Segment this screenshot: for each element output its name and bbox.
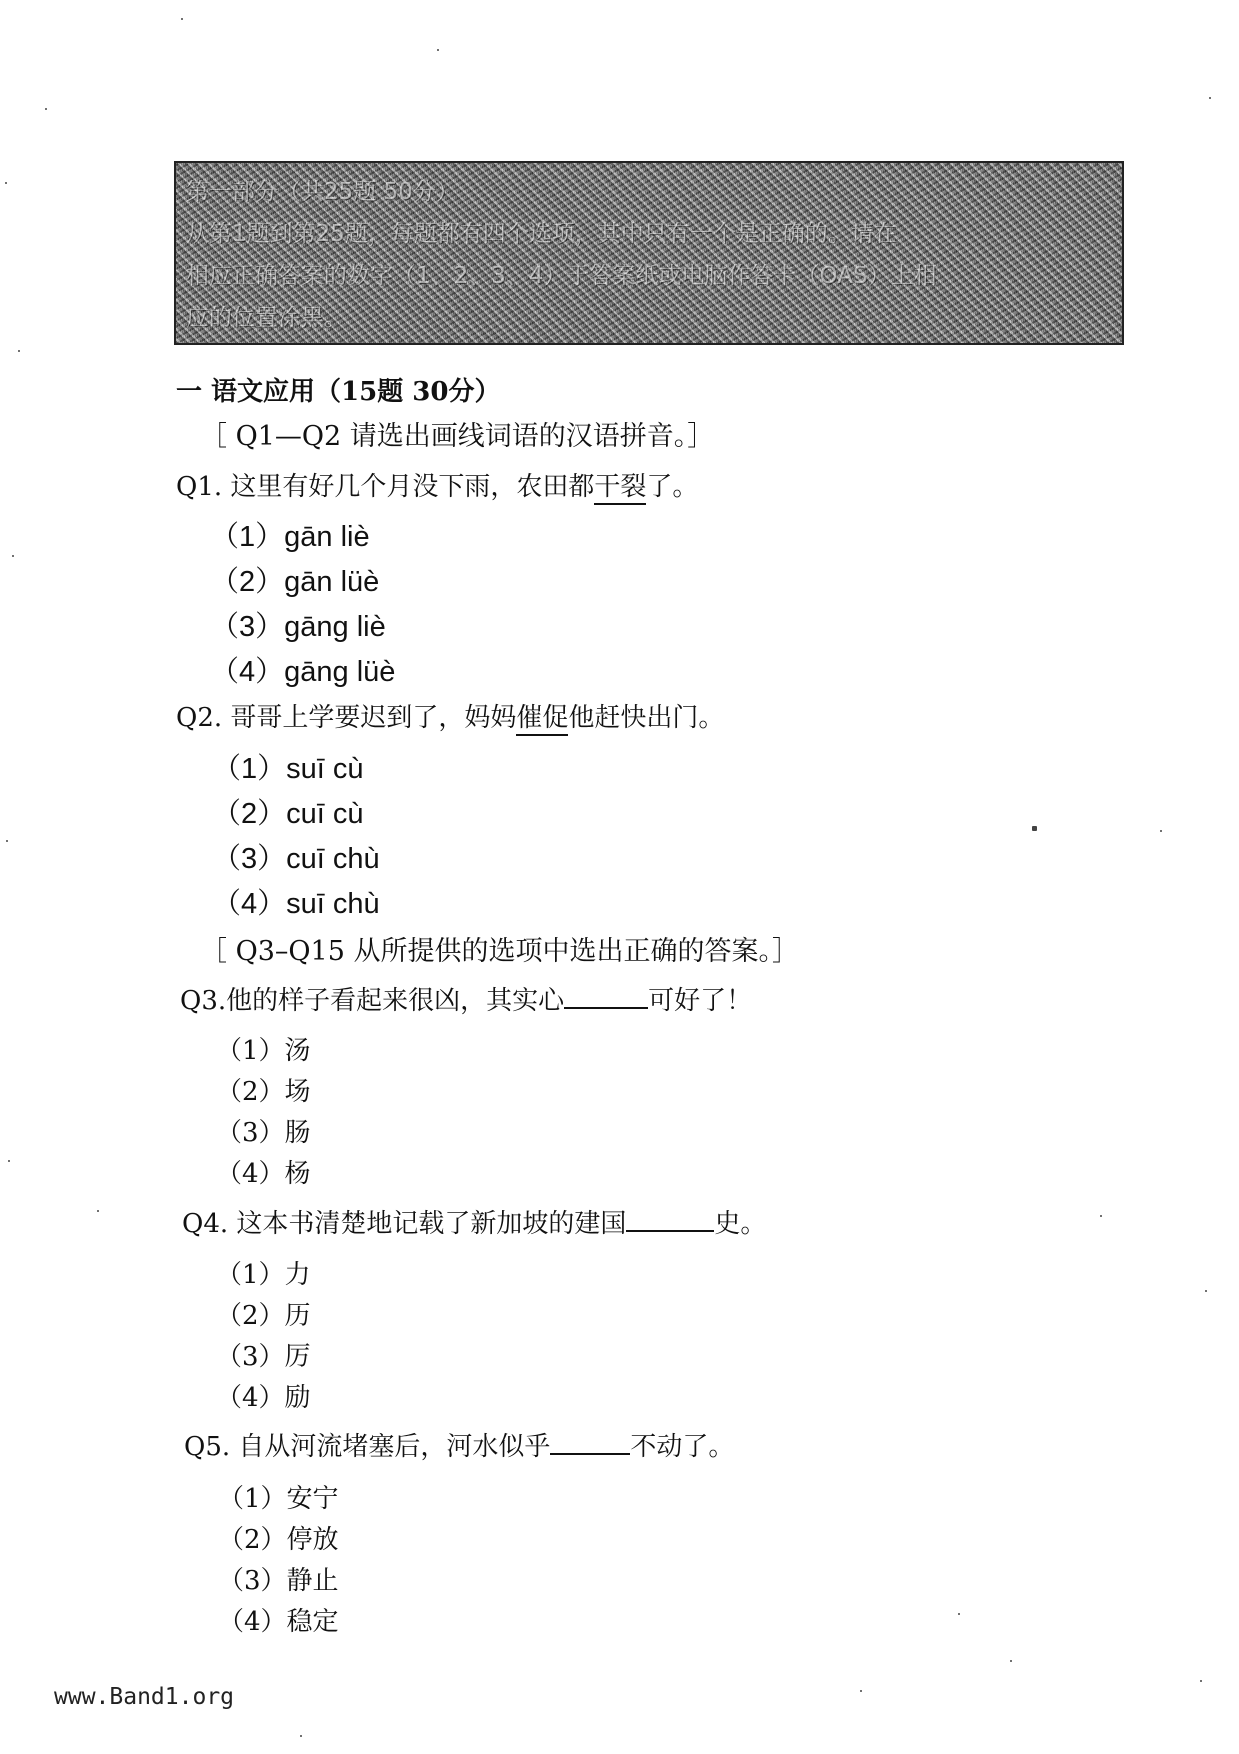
option-q3-3[interactable]: （3）肠 [216,1118,311,1148]
option-q5-4[interactable]: （4）稳定 [218,1607,339,1637]
option-q1-3[interactable]: （3）gāng liè [210,611,386,643]
question-q5 [184,1426,734,1463]
instructions-banner [174,161,1124,345]
option-q1-2[interactable]: （2）gān lüè [210,566,380,598]
option-q4-2[interactable]: （2）历 [216,1301,311,1331]
banner-line: 从第1题到第25题，每题都有四个选项，其中只有一个是正确的。请在 [186,221,897,247]
option-q1-1[interactable]: （1）gān liè [210,521,370,553]
instruction-q1-q2: ［ Q1—Q2 请选出画线词语的汉语拼音。］ [200,421,715,452]
option-q5-3[interactable]: （3）静止 [218,1566,339,1596]
underlined-word: 催促 [516,703,568,736]
option-q3-2[interactable]: （2）场 [216,1077,311,1107]
answer-blank [550,1431,630,1455]
answer-blank [626,1208,714,1232]
question-text: 不动了。 [630,1432,735,1462]
question-text: 史。 [714,1209,767,1239]
question-q2 [176,697,724,734]
option-q4-4[interactable]: （4）励 [216,1383,311,1413]
option-q2-1[interactable]: （1）suī cù [212,753,364,785]
answer-blank [564,985,648,1009]
question-text: Q2. 哥哥上学要迟到了，妈妈 [176,703,517,733]
option-q2-3[interactable]: （3）cuī chù [212,843,380,875]
instruction-q3-q15: ［ Q3–Q15 从所提供的选项中选出正确的答案。］ [200,936,799,967]
option-q5-1[interactable]: （1）安宁 [218,1484,339,1514]
option-q3-4[interactable]: （4）杨 [216,1159,311,1189]
question-text: 了。 [646,472,699,502]
question-text: Q4. 这本书清楚地记载了新加坡的建国 [182,1209,627,1239]
banner-line: 相应正确答案的数字（1、2、3、4）于答案纸或电脑作答卡（OAS）上相 [186,263,937,289]
section-title: 一 语文应用（15题 30分） [176,377,501,407]
question-text: Q3.他的样子看起来很凶，其实心 [180,986,565,1016]
question-q4 [182,1203,766,1240]
option-q5-2[interactable]: （2）停放 [218,1525,339,1555]
option-q2-4[interactable]: （4）suī chù [212,888,380,920]
question-text: Q5. 自从河流堵塞后，河水似乎 [184,1432,551,1462]
question-text: Q1. 这里有好几个月没下雨，农田都 [176,472,595,502]
question-text: 可好了！ [648,986,753,1016]
option-q3-1[interactable]: （1）汤 [216,1036,311,1066]
option-q2-2[interactable]: （2）cuī cù [212,798,364,830]
option-q4-1[interactable]: （1）力 [216,1260,311,1290]
question-text: 他赶快出门。 [568,703,725,733]
banner-line: 应的位置涂黑。 [186,305,347,331]
option-q1-4[interactable]: （4）gāng lüè [210,656,396,688]
option-q4-3[interactable]: （3）厉 [216,1342,311,1372]
footer-url[interactable]: www.Band1.org [54,1684,235,1710]
question-q1 [176,466,698,503]
banner-line: 第一部分（共25题 50分） [186,179,459,205]
question-q3 [180,980,752,1017]
underlined-word: 干裂 [594,472,646,505]
